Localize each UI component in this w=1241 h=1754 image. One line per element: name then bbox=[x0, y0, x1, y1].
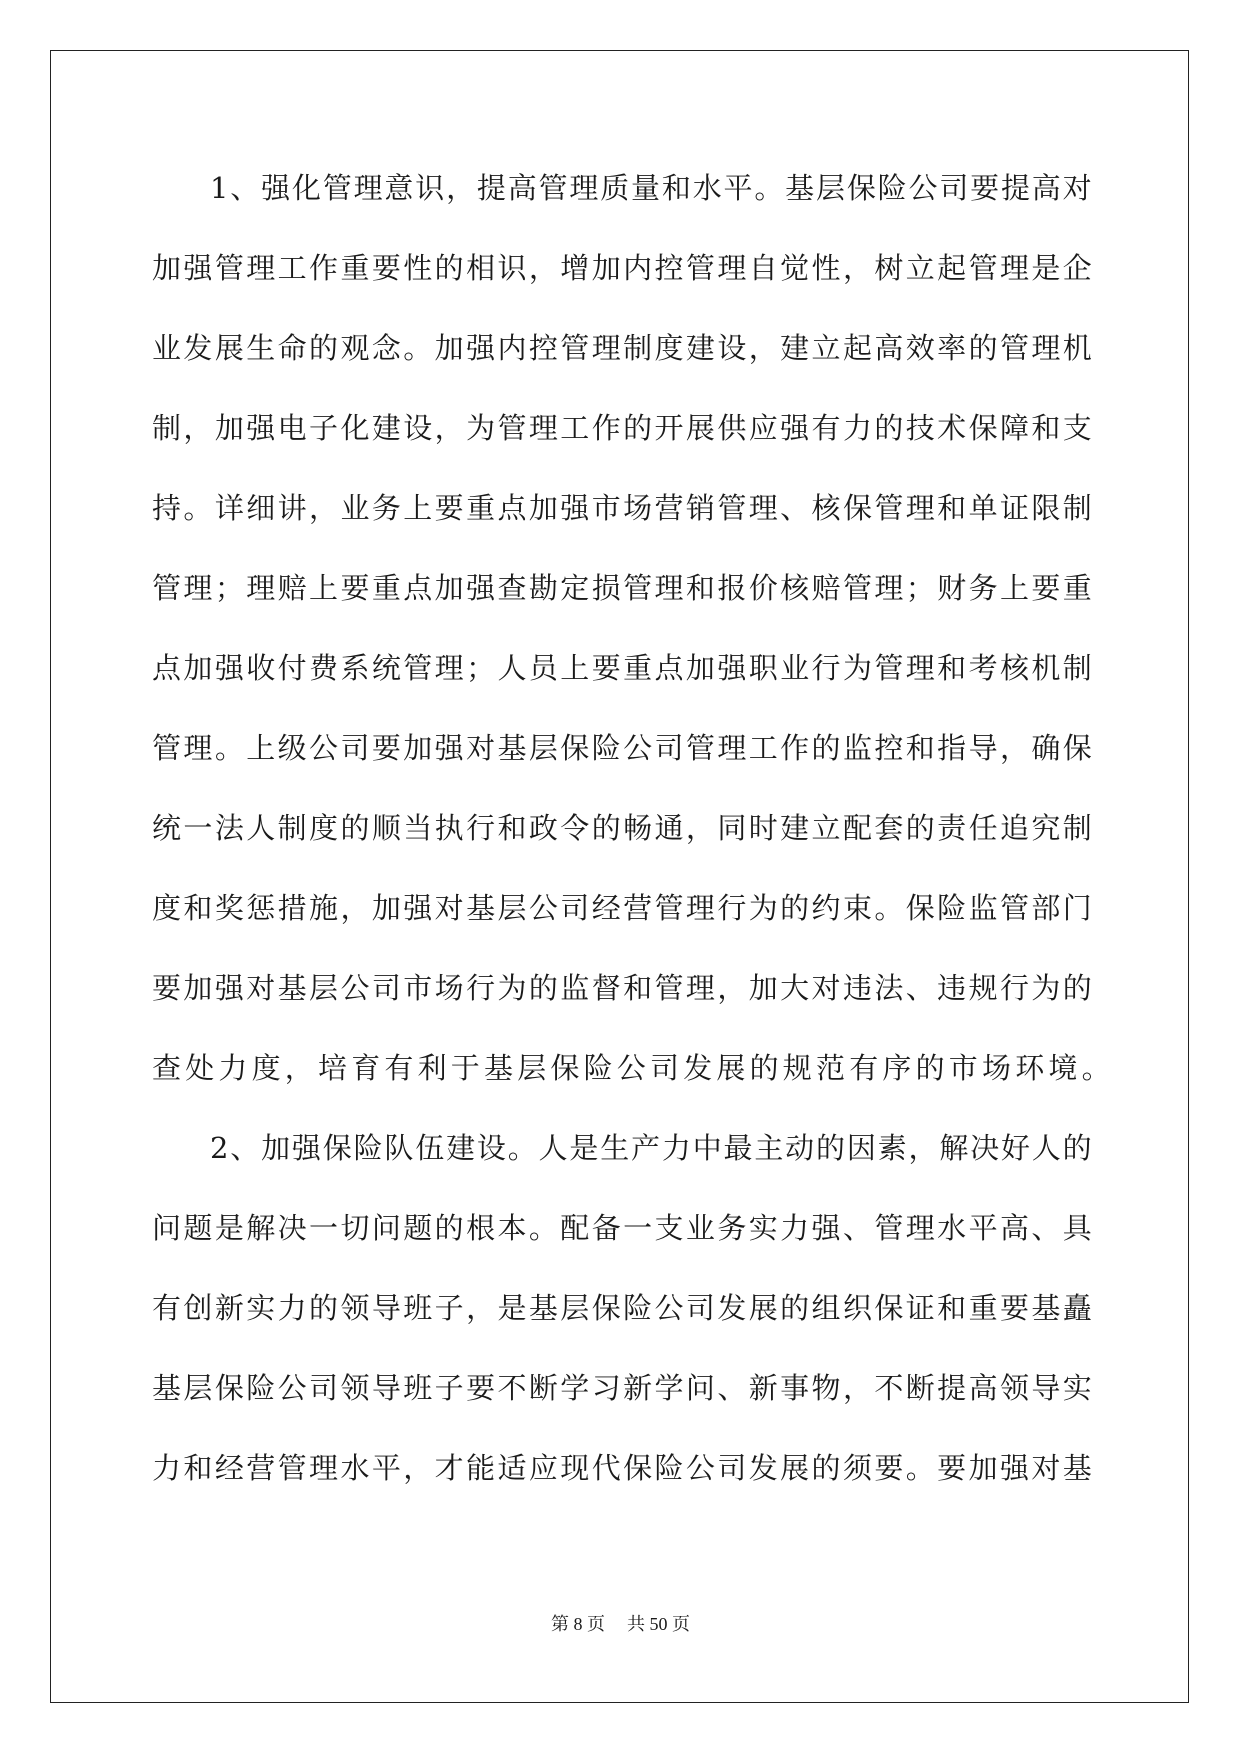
text-line: 加 强 管 理 工 作 重 要 性 的 相 识 ， 增 加 内 控 管 理 自 觉 性 ， 树 立 起 管 理 是 企 bbox=[152, 251, 1092, 285]
text-line: 管 理 。 上 级 公 司 要 加 强 对 基 层 保 险 公 司 管 理 工 作 的 监 控 和 指 导 ， 确 保 bbox=[152, 731, 1092, 765]
text-line: 业 发 展 生 命 的 观 念 。 加 强 内 控 管 理 制 度 建 设 ， 建 立 起 高 效 率 的 管 理 机 bbox=[152, 331, 1092, 365]
text-line: 有 创 新 实 力 的 领 导 班 子 ， 是 基 层 保 险 公 司 发 展 的 组 织 保 证 和 重 要 基 矗 bbox=[152, 1291, 1092, 1325]
text-line: 要 加 强 对 基 层 公 司 市 场 行 为 的 监 督 和 管 理 ， 加 大 对 违 法 、 违 规 行 为 的 bbox=[152, 971, 1092, 1005]
text-line: 基 层 保 险 公 司 领 导 班 子 要 不 断 学 习 新 学 问 、 新 事 物 ， 不 断 提 高 领 导 实 bbox=[152, 1371, 1092, 1405]
page-number: 第 8 页 bbox=[551, 1614, 605, 1634]
text-line: 管 理 ； 理 赔 上 要 重 点 加 强 查 勘 定 损 管 理 和 报 价 核 赔 管 理 ； 财 务 上 要 重 bbox=[152, 571, 1092, 605]
text-line: 点 加 强 收 付 费 系 统 管 理 ； 人 员 上 要 重 点 加 强 职 业 行 为 管 理 和 考 核 机 制 bbox=[152, 651, 1092, 685]
text-line: 1 、 强 化 管 理 意 识 ， 提 高 管 理 质 量 和 水 平 。 基 层 保 险 公 司 要 提 高 对 bbox=[210, 171, 1092, 205]
text-line: 度 和 奖 惩 措 施 ， 加 强 对 基 层 公 司 经 营 管 理 行 为 的 约 束 。 保 险 监 管 部 门 bbox=[152, 891, 1092, 925]
page-footer bbox=[0, 1610, 1241, 1636]
text-line: 持 。 详 细 讲 ， 业 务 上 要 重 点 加 强 市 场 营 销 管 理 、 核 保 管 理 和 单 证 限 制 bbox=[152, 491, 1092, 525]
document-body bbox=[152, 162, 1115, 1522]
page-total: 共 50 页 bbox=[627, 1614, 690, 1634]
text-line: 问 题 是 解 决 一 切 问 题 的 根 本 。 配 备 一 支 业 务 实 力 强 、 管 理 水 平 高 、 具 bbox=[152, 1211, 1092, 1245]
text-line: 2 、 加 强 保 险 队 伍 建 设 。 人 是 生 产 力 中 最 主 动 的 因 素 ， 解 决 好 人 的 bbox=[210, 1131, 1092, 1165]
text-line: 统 一 法 人 制 度 的 顺 当 执 行 和 政 令 的 畅 通 ， 同 时 建 立 配 套 的 责 任 追 究 制 bbox=[152, 811, 1092, 845]
text-line: 制 ， 加 强 电 子 化 建 设 ， 为 管 理 工 作 的 开 展 供 应 强 有 力 的 技 术 保 障 和 支 bbox=[152, 411, 1092, 445]
text-line: 查处力度，培育有利于基层保险公司发展的规范有序的市场环境。 bbox=[152, 1051, 1115, 1085]
text-line: 力 和 经 营 管 理 水 平 ， 才 能 适 应 现 代 保 险 公 司 发 展 的 须 要 。 要 加 强 对 基 bbox=[152, 1451, 1092, 1485]
